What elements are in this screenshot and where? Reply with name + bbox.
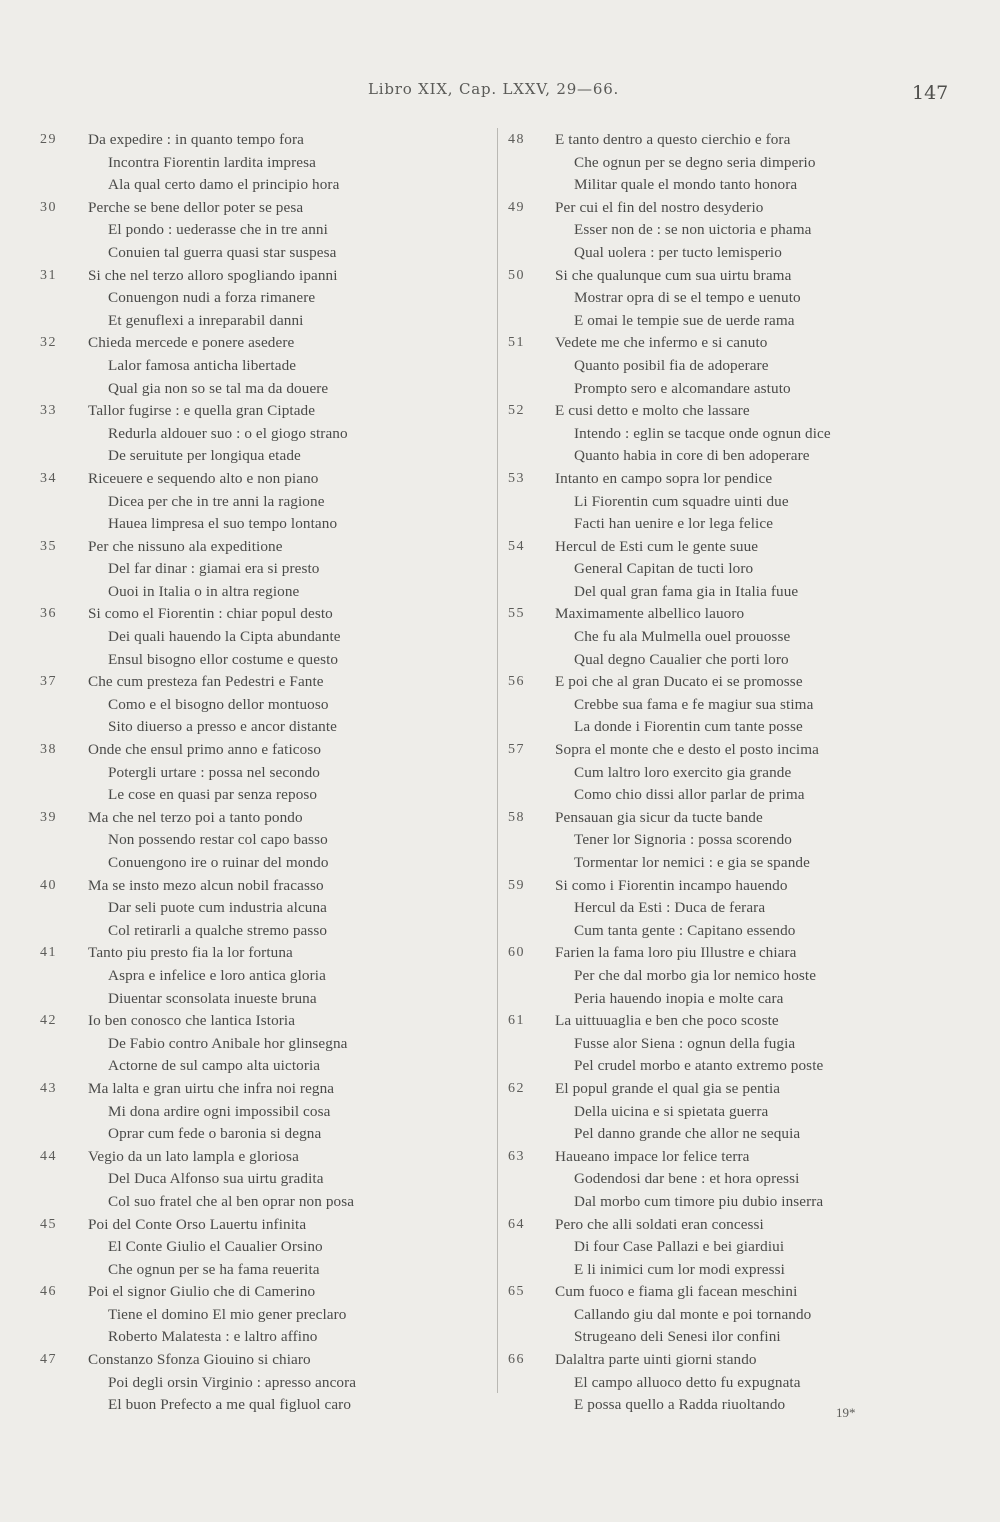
verse-line: Pero che alli soldati eran concessi — [555, 1215, 764, 1233]
verse-line: Cum fuoco e fiama gli facean meschini — [555, 1283, 798, 1301]
verse-line: Pensauan gia sicur da tucte bande — [555, 808, 763, 826]
verse-line: Tiene el domino El mio gener preclaro — [108, 1305, 347, 1323]
verse-line: Poi del Conte Orso Lauertu infinita — [88, 1215, 307, 1233]
stanza — [508, 1214, 948, 1282]
verse-line: Di four Case Pallazi e bei giardiui — [574, 1238, 785, 1256]
verse-line: Della uicina e si spietata guerra — [574, 1102, 769, 1120]
verse-line: Del qual gran fama gia in Italia fuue — [574, 582, 799, 600]
stanza-number: 42 — [40, 1013, 57, 1029]
verse-line: Si che nel terzo alloro spogliando ipanni — [88, 266, 338, 284]
verse-line: Aspra e infelice e loro antica gloria — [108, 966, 326, 984]
stanza — [508, 1078, 948, 1146]
verse-line: El pondo : uederasse che in tre anni — [108, 221, 328, 239]
verse-line: Dalaltra parte uinti giorni stando — [555, 1351, 757, 1369]
verse-line: Intanto en campo sopra lor pendice — [555, 469, 773, 487]
stanza — [40, 1010, 500, 1078]
verse-line: Si como i Fiorentin incampo hauendo — [555, 876, 788, 894]
stanza-number: 66 — [508, 1352, 525, 1368]
verse-line: Per che dal morbo gia lor nemico hoste — [574, 966, 817, 984]
verse-line: E omai le tempie sue de uerde rama — [574, 311, 795, 329]
stanza — [40, 197, 500, 265]
stanza — [40, 942, 500, 1010]
stanza — [40, 536, 500, 604]
stanza — [508, 1146, 948, 1214]
verse-line: Tallor fugirse : e quella gran Ciptade — [88, 402, 316, 420]
verse-line: Mostrar opra di se el tempo e uenuto — [574, 289, 801, 307]
verse-line: Constanzo Sfonza Giouino si chiaro — [88, 1351, 311, 1369]
verse-line: Conuien tal guerra quasi star suspesa — [108, 243, 337, 261]
verse-line: Et genuflexi a inreparabil danni — [108, 311, 304, 329]
stanza-number: 48 — [508, 132, 525, 147]
verse-line: Hercul da Esti : Duca de ferara — [574, 899, 766, 917]
stanza — [508, 265, 948, 333]
verse-line: Intendo : eglin se tacque onde ognun dice — [574, 424, 831, 442]
verse-line: El campo alluoco detto fu expugnata — [574, 1373, 801, 1391]
stanza-number: 57 — [508, 742, 525, 758]
verse-line: Strugeano deli Senesi ilor confini — [574, 1328, 781, 1346]
stanza — [508, 875, 948, 943]
verse-line: Ala qual certo damo el principio hora — [108, 176, 340, 194]
verse-line: Del far dinar : giamai era si presto — [108, 560, 320, 578]
verse-line: Peria hauendo inopia e molte cara — [574, 989, 784, 1007]
verse-line: Conuengono ire o ruinar del mondo — [108, 854, 329, 871]
verse-line: Per cui el fin del nostro desyderio — [555, 198, 764, 216]
verse-line: Redurla aldouer suo : o el giogo strano — [108, 424, 348, 442]
verse-line: Qual degno Caualier che porti loro — [574, 650, 789, 668]
verse-line: Le cose en quasi par senza reposo — [108, 786, 318, 804]
verse-line: Lalor famosa anticha libertade — [108, 356, 297, 374]
verse-line: Tanto piu presto fia la lor fortuna — [88, 944, 293, 962]
verse-line: E cusi detto e molto che lassare — [555, 402, 750, 420]
stanza-number: 56 — [508, 674, 525, 690]
verse-line: Pel crudel morbo e atanto extremo poste — [574, 1057, 824, 1075]
verse-line: Militar quale el mondo tanto honora — [574, 176, 798, 194]
verse-line: Quanto posibil fia de adoperare — [574, 356, 769, 374]
stanza-number: 47 — [40, 1352, 57, 1368]
stanza — [40, 400, 500, 468]
verse-line: Che fu ala Mulmella ouel prouosse — [574, 628, 791, 646]
page-header — [0, 78, 1000, 108]
stanza — [508, 1349, 948, 1417]
verse-line: Cum laltro loro exercito gia grande — [574, 763, 792, 781]
verse-line: Ma se insto mezo alcun nobil fracasso — [88, 876, 324, 894]
stanza-number: 43 — [40, 1080, 57, 1096]
verse-line: Del Duca Alfonso sua uirtu gradita — [108, 1170, 324, 1188]
verse-line: Prompto sero e alcomandare astuto — [574, 379, 791, 397]
stanza-number: 37 — [40, 674, 57, 690]
verse-line: Roberto Malatesta : e laltro affino — [108, 1328, 318, 1346]
verse-line: Che ognun per se ha fama reuerita — [108, 1260, 320, 1278]
verse-line: Incontra Fiorentin lardita impresa — [108, 153, 316, 171]
verse-line: Li Fiorentin cum squadre uinti due — [574, 492, 789, 510]
stanza — [40, 807, 500, 875]
signature-mark: 19* — [836, 1405, 856, 1420]
stanza — [508, 1010, 948, 1078]
verse-line: Haueano impace lor felice terra — [555, 1147, 750, 1165]
stanza — [508, 197, 948, 265]
verse-line: Como e el bisogno dellor montuoso — [108, 695, 329, 713]
verse-line: Dei quali hauendo la Cipta abundante — [108, 628, 341, 646]
stanza — [508, 671, 948, 739]
column-divider — [497, 128, 498, 1393]
stanza-number: 60 — [508, 945, 525, 961]
stanza — [508, 739, 948, 807]
stanza — [508, 807, 948, 875]
verse-line: Callando giu dal monte e poi tornando — [574, 1305, 812, 1323]
verse-line: Godendosi dar bene : et hora opressi — [574, 1170, 800, 1188]
stanza — [508, 332, 948, 400]
stanza-number: 41 — [40, 945, 57, 961]
stanza — [40, 1146, 500, 1214]
stanza-number: 35 — [40, 538, 57, 554]
stanza-number: 58 — [508, 809, 525, 825]
verse-line: Poi degli orsin Virginio : apresso ancora — [108, 1373, 357, 1391]
verse-line: Sito diuerso a presso e ancor distante — [108, 718, 338, 736]
stanza-number: 44 — [40, 1148, 57, 1164]
verse-line: Potergli urtare : possa nel secondo — [108, 763, 321, 781]
stanza-number: 34 — [40, 470, 57, 486]
verse-line: E li inimici cum lor modi expressi — [574, 1260, 785, 1278]
stanza-number: 54 — [508, 538, 525, 554]
verse-line: General Capitan de tucti loro — [574, 560, 754, 578]
verse-line: Chieda mercede e ponere asedere — [88, 334, 295, 352]
verse-line: Crebbe sua fama e fe magiur sua stima — [574, 695, 814, 713]
verse-line: El popul grande el qual gia se pentia — [555, 1079, 781, 1097]
verse-line: Como chio dissi allor parlar de prima — [574, 786, 805, 804]
stanza-number: 45 — [40, 1216, 57, 1232]
verse-line: Qual gia non so se tal ma da douere — [108, 379, 329, 397]
stanza-number: 49 — [508, 199, 525, 215]
stanza-number: 64 — [508, 1216, 525, 1232]
stanza — [40, 1214, 500, 1282]
verse-line: Perche se bene dellor poter se pesa — [88, 198, 304, 216]
verse-line: Facti han uenire e lor lega felice — [574, 515, 774, 533]
stanza — [508, 400, 948, 468]
stanza-number: 38 — [40, 742, 57, 758]
verse-line: E tanto dentro a questo cierchio e fora — [555, 131, 791, 148]
verse-line: Vedete me che infermo e si canuto — [555, 334, 768, 352]
stanza — [40, 739, 500, 807]
stanza — [40, 129, 500, 197]
verse-line: Qual uolera : per tucto lemisperio — [574, 243, 782, 261]
verse-line: Tormentar lor nemici : e gia se spande — [574, 854, 810, 871]
verse-line: Pel danno grande che allor ne sequia — [574, 1125, 801, 1143]
verse-line: Vegio da un lato lampla e gloriosa — [88, 1147, 299, 1165]
right-column — [508, 129, 948, 1417]
verse-line: Si che qualunque cum sua uirtu brama — [555, 266, 792, 284]
verse-line: Hercul de Esti cum le gente suue — [555, 537, 759, 555]
verse-line: Diuentar sconsolata inueste bruna — [108, 989, 317, 1007]
verse-line: Maximamente albellico lauoro — [555, 605, 745, 623]
stanza — [40, 875, 500, 943]
verse-line: Dicea per che in tre anni la ragione — [108, 492, 325, 510]
verse-line: La donde i Fiorentin cum tante posse — [574, 718, 803, 736]
verse-line: Ma che nel terzo poi a tanto pondo — [88, 808, 303, 826]
stanza — [40, 603, 500, 671]
verse-line: La uittuuaglia e ben che poco scoste — [555, 1012, 779, 1030]
stanza — [40, 1078, 500, 1146]
verse-line: Che cum presteza fan Pedestri e Fante — [88, 673, 324, 691]
verse-line: Oprar cum fede o baronia si degna — [108, 1125, 322, 1143]
verse-line: Conuengon nudi a forza rimanere — [108, 289, 316, 307]
stanza-number: 33 — [40, 403, 57, 419]
stanza-number: 61 — [508, 1013, 525, 1029]
page-number: 147 — [912, 82, 949, 104]
verse-line: Io ben conosco che lantica Istoria — [88, 1012, 296, 1030]
verse-line: Esser non de : se non uictoria e phama — [574, 221, 812, 239]
verse-line: E poi che al gran Ducato ei se promosse — [555, 673, 803, 691]
verse-line: Mi dona ardire ogni impossibil cosa — [108, 1102, 331, 1120]
verse-line: De seruitute per longiqua etade — [108, 447, 301, 465]
stanza-number: 40 — [40, 877, 57, 893]
stanza-number: 63 — [508, 1148, 525, 1164]
stanza — [40, 332, 500, 400]
stanza-number: 36 — [40, 606, 57, 622]
stanza — [508, 1281, 948, 1349]
stanza-number: 30 — [40, 199, 57, 215]
stanza-number: 31 — [40, 267, 57, 283]
stanza — [40, 468, 500, 536]
stanza — [508, 536, 948, 604]
stanza — [508, 129, 948, 197]
stanza-number: 52 — [508, 403, 525, 419]
stanza-number: 62 — [508, 1080, 525, 1096]
stanza-number: 29 — [40, 132, 57, 147]
verse-line: Col retirarli a qualche stremo passo — [108, 921, 328, 939]
stanza — [508, 468, 948, 536]
verse-line: Da expedire : in quanto tempo fora — [88, 131, 304, 148]
stanza-number: 55 — [508, 606, 525, 622]
verse-line: El Conte Giulio el Caualier Orsino — [108, 1238, 323, 1256]
verse-line: Dal morbo cum timore piu dubio inserra — [574, 1192, 824, 1210]
verse-line: Ouoi in Italia o in altra regione — [108, 582, 300, 600]
verse-line: Cum tanta gente : Capitano essendo — [574, 921, 796, 939]
verse-line: Farien la fama loro piu Illustre e chiara — [555, 944, 797, 962]
verse-line: Onde che ensul primo anno e faticoso — [88, 741, 322, 759]
left-column — [40, 129, 500, 1417]
stanza-number: 65 — [508, 1284, 525, 1300]
stanza — [40, 671, 500, 739]
stanza — [508, 603, 948, 671]
stanza-number: 51 — [508, 335, 525, 351]
verse-line: Sopra el monte che e desto el posto incima — [555, 741, 820, 759]
verse-line: Si como el Fiorentin : chiar popul desto — [88, 605, 333, 623]
verse-line: Fusse alor Siena : ognun della fugia — [574, 1034, 796, 1052]
verse-line: Per che nissuno ala expeditione — [88, 537, 283, 555]
verse-line: Non possendo restar col capo basso — [108, 831, 328, 849]
running-head: Libro XIX, Cap. LXXV, 29—66. — [368, 80, 620, 98]
stanza-number: 50 — [508, 267, 525, 283]
stanza-number: 32 — [40, 335, 57, 351]
stanza — [40, 1281, 500, 1349]
verse-line: Actorne de sul campo alta uictoria — [108, 1057, 321, 1075]
verse-line: Ensul bisogno ellor costume e questo — [108, 650, 339, 668]
verse-line: Tener lor Signoria : possa scorendo — [574, 831, 792, 849]
stanza-number: 53 — [508, 470, 525, 486]
stanza-number: 39 — [40, 809, 57, 825]
verse-line: Che ognun per se degno seria dimperio — [574, 153, 816, 171]
stanza — [40, 265, 500, 333]
verse-line: Ma lalta e gran uirtu che infra noi regna — [88, 1079, 335, 1097]
verse-line: E possa quello a Radda riuoltando — [574, 1396, 786, 1414]
stanza — [508, 942, 948, 1010]
verse-line: Riceuere e sequendo alto e non piano — [88, 469, 319, 487]
stanza-number: 46 — [40, 1284, 57, 1300]
verse-line: Dar seli puote cum industria alcuna — [108, 899, 328, 917]
stanza-number: 59 — [508, 877, 525, 893]
verse-line: Quanto habia in core di ben adoperare — [574, 447, 810, 465]
verse-line: Hauea limpresa el suo tempo lontano — [108, 515, 338, 533]
verse-line: De Fabio contro Anibale hor glinsegna — [108, 1034, 348, 1052]
verse-line: El buon Prefecto a me qual figluol caro — [108, 1396, 352, 1414]
verse-line: Poi el signor Giulio che di Camerino — [88, 1283, 316, 1301]
stanza — [40, 1349, 500, 1417]
verse-line: Col suo fratel che al ben oprar non posa — [108, 1192, 355, 1210]
